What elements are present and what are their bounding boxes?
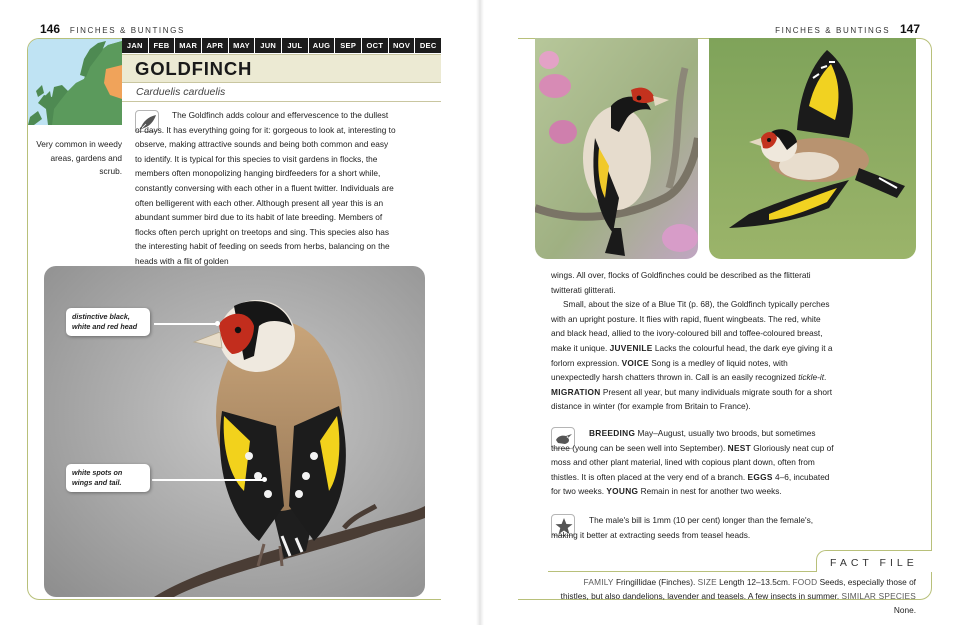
fact-file-text [556,575,916,617]
young-label: YOUNG [606,486,639,497]
voice-text: Song is a medley of liquid notes, with unexpectedly harsh chatters thrown in. Call is an easily recognized [551,357,796,383]
month-feb: FEB [149,38,175,53]
description-text [551,268,836,414]
family-value: Fringillidae (Finches). [615,577,696,587]
eggs-label: EGGS [747,471,773,482]
continuation-paragraph: wings. All over, flocks of Goldfinches could be described as the flitterati twitterati glitterati. [551,270,811,295]
wing-leader-dot [262,477,267,482]
goldfinch-perched-photo [535,38,698,259]
range-map-icon [28,39,122,125]
family-label: FAMILY [583,577,614,587]
voice-label: VOICE [621,357,649,368]
head-leader-line [154,323,218,325]
callout-wings: white spots on wings and tail. [66,464,150,492]
voice-end: . [824,372,827,383]
juvenile-label: JUVENILE [609,342,653,353]
fact-file-rule [548,571,816,572]
page-number-right: 147 [899,22,920,36]
page-gutter [476,0,484,625]
male-bill-note: The male's bill is 1mm (10 per cent) longer than the female's, making it better at extracting seeds from teasel heads. [551,515,814,540]
young-text: Remain in nest for another two weeks. [640,486,782,497]
breeding-section [551,426,836,499]
food-value: Seeds, especially those of thistles, but also dandelions, lavender and teasels. A few insects in summer. [560,577,916,601]
food-label: FOOD [792,577,818,587]
species-name: GOLDFINCH [135,58,253,79]
similar-species-value: None. [893,605,916,615]
month-apr: APR [202,38,228,53]
page-number-left: 146 [40,22,61,36]
eggs-text: 4–6, incubated for two weeks. [551,471,830,497]
juvenile-text: Lacks the colourful head, the dark eye giving it a forlorn expression. [551,342,833,368]
habitat-note: Very common in weedy areas, gardens and scrub. [36,139,122,176]
month-dec: DEC [415,38,441,53]
callout-head: distinctive black, white and red head [66,308,150,336]
size-label: SIZE [697,577,717,587]
month-sep: SEP [335,38,361,53]
species-title-box [122,54,441,83]
migration-label: MIGRATION [551,386,601,397]
month-jan: JAN [122,38,148,53]
goldfinch-flight-photo [709,38,916,259]
section-title-left: FINCHES & BUNTINGS [69,26,185,35]
intro-paragraph: The Goldfinch adds colour and effervescence to the dullest of days. It has everything going for it: gorgeous to look at, interesting to observe, making attractive sounds and being both common and easy to identify. It is typical for this species to visit gardens in flocks, the members often monopolizing hanging birdfeeders for a short while, constantly conversing with each other in a fluent twitter. Individuals are often belligerent with each other. Although present all year this is an abundant summer bird due to its habit of late breeding. Members of flocks often perch upright on treetops and sing. This species also has the interesting habit of feeding on seeds from herbs, balancing on the heads with a flit of golden [135,110,396,266]
month-jul: JUL [282,38,308,53]
month-jun: JUN [255,38,281,53]
running-head-left [40,22,185,36]
description-paragraph [551,297,836,414]
section-title-right: FINCHES & BUNTINGS [775,26,891,35]
running-head-right [775,22,920,36]
breeding-label: BREEDING [589,428,636,438]
month-oct: OCT [362,38,388,53]
month-mar: MAR [175,38,201,53]
goldfinch-main-photo [44,266,425,597]
wing-leader-line [152,479,264,481]
month-aug: AUG [309,38,335,53]
month-may: MAY [229,38,255,53]
title-divider [122,101,441,102]
fact-file-title: FACT FILE [830,557,918,569]
nest-text: Gloriously neat cup of moss and other plant material, lined with copious plant down, often from thistles. It is often placed at the very end of a branch. [551,442,834,482]
breeding-text: May–August, usually two broods, but sometimes three (young can be seen well into September). [551,428,816,453]
voice-call: tickle-it [798,372,825,383]
head-leader-dot [215,321,220,326]
size-value: Length 12–13.5cm. [719,577,791,587]
nest-label: NEST [727,442,751,453]
latin-name: Carduelis carduelis [136,86,226,98]
description-intro: Small, about the size of a Blue Tit (p. 68), the Goldfinch typically perches with an upright posture. It flies with rapid, fluent wingbeats. The red, white and black head, allied to the ivory-coloured bill and toffee-coloured breast, make it unique. [551,299,830,353]
migration-text: Present all year, but many individuals migrate south for a short distance in winter (for example from Britain to France). [551,386,833,412]
month-nov: NOV [389,38,415,53]
month-bar [122,38,441,53]
similar-species-label: SIMILAR SPECIES [841,591,916,601]
